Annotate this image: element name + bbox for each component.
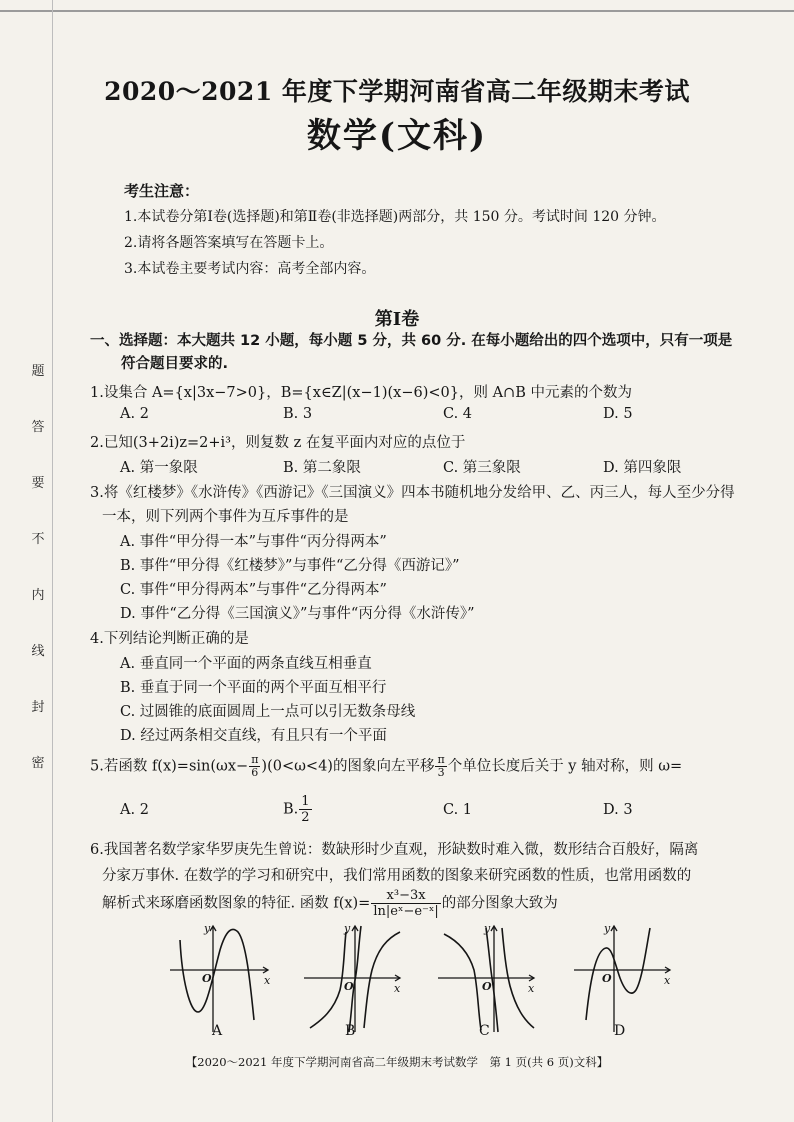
question-3-option-a: A. 事件“甲分得一本”与事件“丙分得两本” <box>120 534 387 550</box>
margin-char: 题 <box>31 364 45 379</box>
question-1-option-c: C. 4 <box>443 406 473 422</box>
question-3-option-b: B. 事件“甲分得《红楼梦》”与事件“乙分得《西游记》” <box>120 558 460 574</box>
fraction-numerator: π <box>251 753 259 766</box>
margin-char: 封 <box>31 700 45 715</box>
graph-label-a: A <box>212 1023 223 1039</box>
question-2-option-c: C. 第三象限 <box>443 460 521 476</box>
graph-option-b <box>300 920 410 1040</box>
question-3-stem-cont: 一本，则下列两个事件为互斥事件的是 <box>102 509 349 525</box>
x-axis-label: x <box>528 982 535 995</box>
fraction-pi-over-3 <box>435 754 446 779</box>
notice-heading: 考生注意： <box>124 182 200 200</box>
notice-item: 1.本试卷分第Ⅰ卷(选择题)和第Ⅱ卷(非选择题)两部分，共 150 分。考试时间 120 分钟。 <box>124 209 666 225</box>
question-2-option-d: D. 第四象限 <box>603 460 682 476</box>
fraction-numerator: 1 <box>301 794 310 809</box>
question-6-text: 解析式来琢磨函数图象的特征. 函数 f(x)= <box>102 895 371 912</box>
y-axis-label: y <box>204 922 211 935</box>
y-axis-label: y <box>484 922 491 935</box>
graph-label-c: C <box>479 1023 490 1039</box>
y-axis-label: y <box>604 922 611 935</box>
question-1-option-a: A. 2 <box>120 406 149 422</box>
graph-label-b: B <box>345 1023 356 1039</box>
binding-margin-line <box>52 0 53 1122</box>
graph-option-c <box>434 920 544 1040</box>
question-5-option-d: D. 3 <box>603 802 633 818</box>
exam-title: 2020～2021 年度下学期河南省高二年级期末考试 <box>104 77 690 106</box>
question-5-option-c: C. 1 <box>443 802 473 818</box>
y-axis-label: y <box>344 922 351 935</box>
page-footer: 【2020～2021 年度下学期河南省高二年级期末考试数学 第 1 页(共 6 页)文科】 <box>185 1055 609 1069</box>
question-5-option-b <box>283 794 313 825</box>
margin-char: 不 <box>31 532 45 547</box>
fraction-denominator: 6 <box>251 766 259 779</box>
margin-char: 要 <box>31 476 45 491</box>
top-rule <box>0 10 794 12</box>
fraction-denominator: ln|eˣ−e⁻ˣ| <box>373 904 439 919</box>
question-4-option-b: B. 垂直于同一个平面的两个平面互相平行 <box>120 680 387 696</box>
question-6-stem-cont <box>102 888 558 919</box>
margin-char: 内 <box>31 588 45 603</box>
option-label: B. <box>283 801 299 818</box>
function-curve-left <box>310 932 346 1028</box>
origin-label: O <box>344 980 354 993</box>
origin-label: O <box>202 972 212 985</box>
section-line: 一、选择题：本大题共 12 小题，每小题 5 分，共 60 分. 在每小题给出的四个选项中，只有一项是 <box>90 333 733 349</box>
question-4-stem: 4.下列结论判断正确的是 <box>90 631 249 647</box>
fraction-one-half <box>299 794 311 825</box>
function-curve <box>586 928 650 1020</box>
question-1-option-b: B. 3 <box>283 406 313 422</box>
graph-option-a <box>168 920 278 1040</box>
function-curve-left <box>444 934 481 1030</box>
question-3-option-d: D. 事件“乙分得《三国演义》”与事件“丙分得《水浒传》” <box>120 606 475 622</box>
x-axis-label: x <box>264 974 271 987</box>
origin-label: O <box>602 972 612 985</box>
fraction-numerator: π <box>437 753 445 766</box>
question-1-stem: 1.设集合 A={x|3x−7>0}，B={x∈Z|(x−1)(x−6)<0}，则 A∩B 中元素的个数为 <box>90 385 632 401</box>
graph-option-d <box>570 920 680 1040</box>
notice-item: 3.本试卷主要考试内容：高考全部内容。 <box>124 261 376 277</box>
question-1-option-d: D. 5 <box>603 406 633 422</box>
margin-char: 线 <box>31 644 45 659</box>
question-2-option-b: B. 第二象限 <box>283 460 361 476</box>
question-5-text: )(0<ω<4)的图象向左平移 <box>261 758 435 775</box>
x-axis-label: x <box>664 974 671 987</box>
question-2-stem: 2.已知(3+2i)z=2+i³，则复数 z 在复平面内对应的点位于 <box>90 435 466 451</box>
section-instructions <box>90 330 750 376</box>
binding-margin-label <box>28 365 48 813</box>
origin-label: O <box>482 980 492 993</box>
question-6-text: 的部分图象大致为 <box>441 895 558 912</box>
question-3-option-c: C. 事件“甲分得两本”与事件“乙分得两本” <box>120 582 387 598</box>
notice-item: 2.请将各题答案填写在答题卡上。 <box>124 235 334 251</box>
question-2-option-a: A. 第一象限 <box>120 460 198 476</box>
question-5-text: 个单位长度后关于 y 轴对称，则 ω= <box>447 758 683 775</box>
question-4-option-c: C. 过圆锥的底面圆周上一点可以引无数条母线 <box>120 704 416 720</box>
question-4-option-a: A. 垂直同一个平面的两条直线互相垂直 <box>120 656 372 672</box>
function-curve-right <box>364 932 400 1028</box>
question-5-stem <box>90 754 682 779</box>
margin-char: 密 <box>31 756 45 771</box>
question-6-stem-cont: 分家万事休. 在数学的学习和研究中，我们常用函数的图象来研究函数的性质，也常用函数的 <box>102 868 692 884</box>
question-5-option-a: A. 2 <box>120 802 149 818</box>
fraction-pi-over-6 <box>249 754 260 779</box>
subject-title: 数学(文科) <box>306 116 488 156</box>
function-curve <box>180 929 254 1020</box>
fraction-numerator: x³−3x <box>371 888 440 904</box>
x-axis-label: x <box>394 982 401 995</box>
section-line: 符合题目要求的. <box>121 356 229 372</box>
part-title: 第Ⅰ卷 <box>374 309 420 330</box>
margin-char: 答 <box>31 420 45 435</box>
question-3-stem: 3.将《红楼梦》《水浒传》《西游记》《三国演义》四本书随机地分发给甲、乙、丙三人，每人至少分得 <box>90 485 735 501</box>
graph-label-d: D <box>614 1023 626 1039</box>
question-4-option-d: D. 经过两条相交直线，有且只有一个平面 <box>120 728 387 744</box>
fraction-denominator: 3 <box>437 766 445 779</box>
fraction-denominator: 2 <box>301 810 310 825</box>
function-fraction <box>371 888 440 919</box>
question-5-text: 5.若函数 f(x)=sin(ωx− <box>90 758 249 775</box>
question-6-stem: 6.我国著名数学家华罗庚先生曾说：数缺形时少直观，形缺数时难入微，数形结合百般好，隔离 <box>90 842 699 858</box>
